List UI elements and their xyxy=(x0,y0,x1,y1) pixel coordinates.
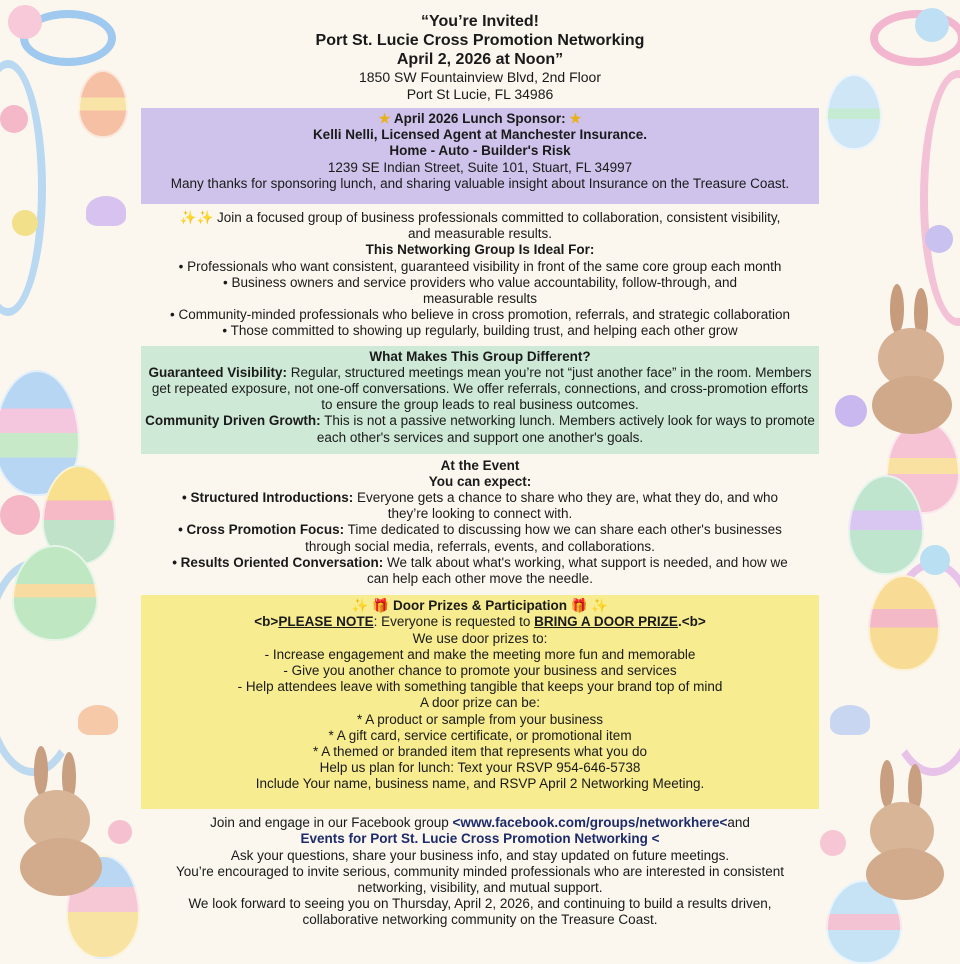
prize-option: * A product or sample from your business xyxy=(356,711,604,727)
gift-icon: 🎁 xyxy=(372,598,390,614)
flower-decoration xyxy=(925,225,953,253)
ideal-bullet: • Professionals who want consistent, guaranteed visibility in front of the same core group each month xyxy=(178,258,782,274)
sponsor-coverage-lines: Home - Auto - Builder's Risk xyxy=(389,143,571,159)
flower-decoration xyxy=(915,8,949,42)
note-prefix: <b> xyxy=(254,614,279,630)
growth-paragraph xyxy=(145,413,815,445)
sponsor-address: 1239 SE Indian Street, Suite 101, Stuart, FL 34997 xyxy=(327,159,633,175)
flower-decoration xyxy=(12,210,38,236)
sparkles-icon: ✨✨ xyxy=(179,210,214,225)
bunny-decoration xyxy=(18,746,104,896)
sponsor-title: April 2026 Lunch Sponsor: xyxy=(393,111,566,126)
and-text: and xyxy=(727,815,750,831)
flower-decoration xyxy=(0,105,28,133)
rsvp-include: Include Your name, business name, and RSVP April 2 Networking Meeting. xyxy=(255,776,705,792)
event-item-text: Everyone gets a chance to share who they are, what they do, and who they’re looking to connect with. xyxy=(353,490,778,522)
bunny-decoration xyxy=(872,284,956,434)
sparkle-icon: ✨ xyxy=(351,598,369,614)
event-item-label: • Results Oriented Conversation: xyxy=(172,554,384,570)
venue-address-line-1: 1850 SW Fountainview Blvd, 2nd Floor xyxy=(358,69,601,85)
flower-decoration xyxy=(820,830,846,856)
sparkle-icon: ✨ xyxy=(591,598,609,614)
use-item: - Increase engagement and make the meeting more fun and memorable xyxy=(264,646,696,662)
use-heading: We use door prizes to: xyxy=(412,630,548,646)
facebook-join xyxy=(160,815,800,831)
ideal-heading: This Networking Group Is Ideal For: xyxy=(365,242,595,258)
easter-egg-decoration xyxy=(826,74,882,150)
ribbon-decoration xyxy=(0,60,46,316)
sponsor-thanks: Many thanks for sponsoring lunch, and sharing valuable insight about Insurance on the Treasure Coast. xyxy=(170,175,790,191)
event-item xyxy=(160,555,800,587)
event-item xyxy=(160,522,800,554)
different-heading: What Makes This Group Different? xyxy=(369,348,591,364)
rsvp-text: Help us plan for lunch: Text your RSVP 954-646-5738 xyxy=(319,760,641,776)
star-icon: ★ xyxy=(378,111,391,126)
ideal-bullet: • Those committed to showing up regularly, building trust, and helping each other grow xyxy=(222,323,738,339)
venue-address-line-2: Port St Lucie, FL 34986 xyxy=(406,86,554,102)
intro-text: Join a focused group of business professionals committed to collaboration, consistent visibility, and measurable results. xyxy=(217,210,781,242)
ask-text: Ask your questions, share your business info, and stay updated on future meetings. xyxy=(230,847,730,863)
event-item-label: • Structured Introductions: xyxy=(182,490,354,506)
note-text: : Everyone is requested to xyxy=(373,614,535,630)
flower-decoration xyxy=(108,820,132,844)
visibility-label: Guaranteed Visibility: xyxy=(148,364,288,380)
growth-text: This is not a passive networking lunch. Members actively look for ways to promote each other's services and support one another's goals. xyxy=(316,413,815,445)
butterfly-decoration xyxy=(830,705,870,735)
event-item-label: • Cross Promotion Focus: xyxy=(178,522,345,538)
door-prize-heading: Door Prizes & Participation xyxy=(392,598,568,614)
bunny-decoration xyxy=(862,760,948,900)
gift-icon: 🎁 xyxy=(570,598,588,614)
event-date: April 2, 2026 at Noon” xyxy=(396,51,564,68)
can-be-heading: A door prize can be: xyxy=(419,695,541,711)
door-prize-note xyxy=(145,614,815,630)
footer-section xyxy=(140,815,820,928)
sponsor-name: Kelli Nelli, Licensed Agent at Manchester Insurance. xyxy=(312,127,648,143)
bring-door-prize-text: BRING A DOOR PRIZE xyxy=(534,614,678,630)
event-section xyxy=(140,458,820,588)
flyer-header xyxy=(140,12,820,103)
invite-title: “You’re Invited! xyxy=(421,13,539,30)
invite-text: You’re encouraged to invite serious, community minded professionals who are interested in consistent networking, visibility, and mutual support. xyxy=(175,863,785,896)
join-text: Join and engage in our Facebook group xyxy=(210,815,453,831)
flower-decoration xyxy=(835,395,867,427)
ideal-bullet: • Community-minded professionals who believe in cross promotion, referrals, and strategic collaboration xyxy=(169,307,790,323)
prize-option: * A themed or branded item that represents what you do xyxy=(313,744,647,760)
door-prize-section xyxy=(141,595,819,809)
event-name: Port St. Lucie Cross Promotion Networking xyxy=(315,32,645,49)
event-item xyxy=(160,490,800,522)
event-subheading: You can expect: xyxy=(428,473,532,489)
event-heading: At the Event xyxy=(440,457,520,473)
flower-decoration xyxy=(8,5,42,39)
intro-section xyxy=(140,210,820,340)
use-item: - Help attendees leave with something tangible that keeps your brand top of mind xyxy=(237,679,723,695)
ideal-bullet: • Business owners and service providers who value accountability, follow-through, and measurable results xyxy=(223,274,737,307)
prize-option: * A gift card, service certificate, or promotional item xyxy=(328,727,632,743)
please-note-label: PLEASE NOTE xyxy=(278,614,374,630)
sponsor-section xyxy=(141,108,819,204)
star-icon: ★ xyxy=(569,111,582,126)
flower-decoration xyxy=(0,495,40,535)
event-item-text: We talk about what's working, what support is needed, and how we can help each other move the needle. xyxy=(367,554,788,587)
easter-egg-decoration xyxy=(78,70,128,138)
flower-decoration xyxy=(920,545,950,575)
butterfly-decoration xyxy=(78,705,118,735)
use-item: - Give you another chance to promote your business and services xyxy=(283,663,677,679)
closing-text: We look forward to seeing you on Thursday, April 2, 2026, and continuing to build a results driven, collaborative networking community on the Treasure Coast. xyxy=(188,896,772,928)
growth-label: Community Driven Growth: xyxy=(145,413,321,429)
different-section xyxy=(141,346,819,454)
visibility-paragraph xyxy=(145,365,815,414)
butterfly-decoration xyxy=(86,196,126,226)
flyer-content xyxy=(140,0,820,929)
facebook-group-link[interactable]: <www.facebook.com/groups/networkhere< xyxy=(452,815,728,831)
note-suffix: .<b> xyxy=(677,614,706,630)
event-item-text: Time dedicated to discussing how we can share each other's businesses through social media, referrals, events, and collaborations. xyxy=(305,522,782,554)
visibility-text: Regular, structured meetings mean you’re not “just another face” in the room. Members get repeated exposure, not one-off conversations. We offer referrals, connections, and cross-promotion efforts to ensure the group leads to real business outcomes. xyxy=(151,364,812,413)
events-page-link[interactable]: Events for Port St. Lucie Cross Promotion Networking < xyxy=(300,831,660,847)
